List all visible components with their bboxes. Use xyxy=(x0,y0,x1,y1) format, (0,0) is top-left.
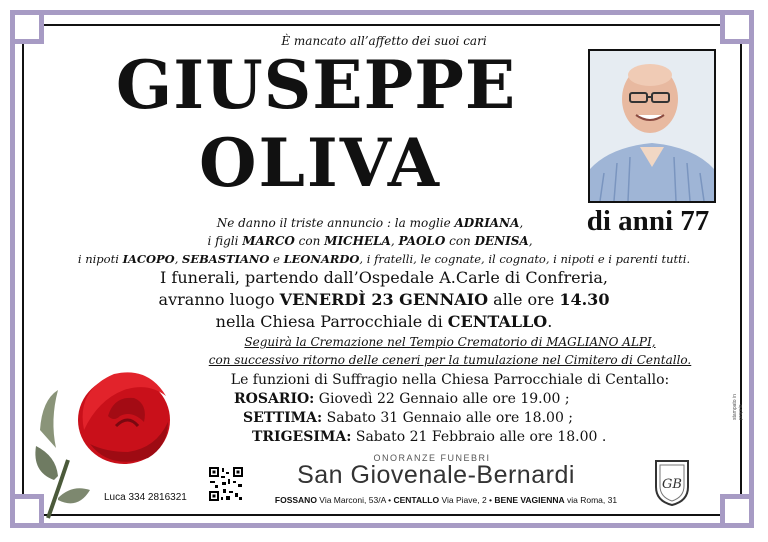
company-logo xyxy=(652,457,692,507)
last-name: OLIVA xyxy=(198,124,442,202)
age-label: di anni 77 xyxy=(586,205,710,237)
announcement-line-2: i figli MARCO con MICHELA, PAOLO con DENISA, xyxy=(207,234,533,248)
qr-code xyxy=(208,466,244,502)
frame-corner-bottom-right xyxy=(720,494,754,528)
announcement-line-3: i nipoti IACOPO, SEBASTIANO e LEONARDO, i fratelli, le cognate, il cognato, i nipoti e i parenti tutti. xyxy=(77,252,691,266)
suffrage-intro: Le funzioni di Suffragio nella Chiesa Parrocchiale di Centallo: xyxy=(230,372,670,388)
company-name: San Giovenale-Bernardi xyxy=(297,461,575,489)
cremation-line-1: Seguirà la Cremazione nel Tempio Crematorio di MAGLIANO ALPI, xyxy=(244,335,656,349)
print-note: stampato in proprio xyxy=(732,394,744,420)
funeral-line-1: I funerali, partendo dall’Ospedale A.Carle di Confreria, xyxy=(160,268,608,287)
intro-text: È mancato all’affetto dei suoi cari xyxy=(281,34,487,48)
announcement-line-1: Ne danno il triste annuncio : la moglie ADRIANA, xyxy=(216,216,524,230)
svg-text:GB: GB xyxy=(662,477,682,492)
contact-phone: Luca 334 2816321 xyxy=(104,492,187,503)
cremation-line-2: con successivo ritorno delle ceneri per la tumulazione nel Cimitero di Centallo. xyxy=(208,353,692,367)
funeral-line-2: avranno luogo VENERDÌ 23 GENNAIO alle ore 14.30 xyxy=(158,290,610,309)
company-subtitle: ONORANZE FUNEBRI xyxy=(373,453,491,463)
company-addresses: FOSSANO Via Marconi, 53/A • CENTALLO Via Piave, 2 • BENE VAGIENNA via Roma, 31 xyxy=(274,495,618,505)
first-name: GIUSEPPE xyxy=(115,46,517,124)
funeral-line-3: nella Chiesa Parrocchiale di CENTALLO. xyxy=(215,312,553,331)
suffrage-settima: SETTIMA: Sabato 31 Gennaio alle ore 18.00 ; xyxy=(243,410,574,426)
deceased-photo xyxy=(588,49,716,203)
suffrage-rosario: ROSARIO: Giovedì 22 Gennaio alle ore 19.00 ; xyxy=(234,391,570,407)
suffrage-trigesima: TRIGESIMA: Sabato 21 Febbraio alle ore 18.00 . xyxy=(252,429,607,445)
